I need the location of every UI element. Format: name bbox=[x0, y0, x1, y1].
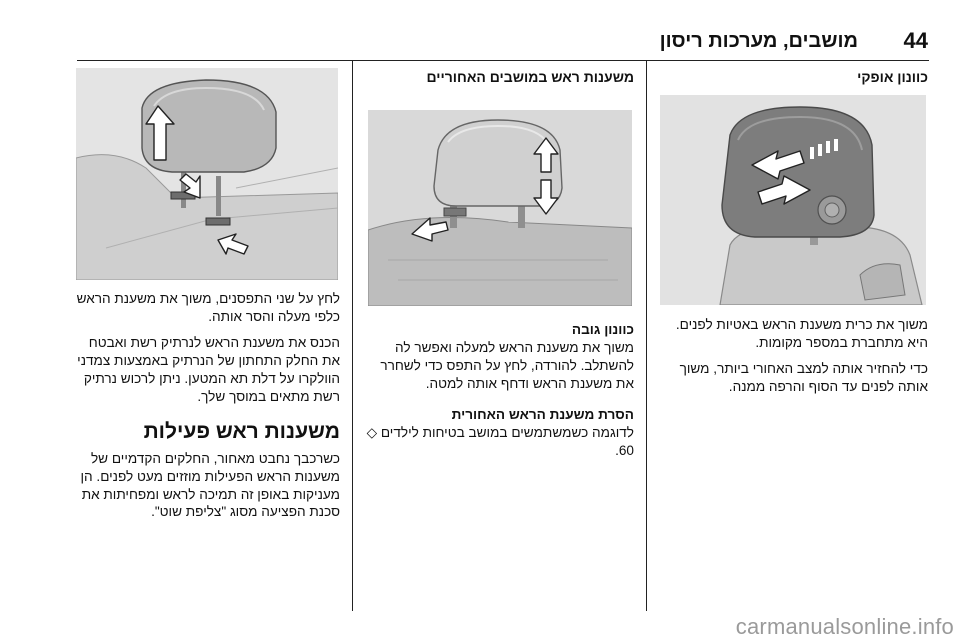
column-divider bbox=[646, 61, 647, 611]
headrest-removal-illustration bbox=[76, 68, 338, 280]
active-headrests-text: כשרכבך נחבט מאחור, החלקים הקדמיים של משענות הראש הפעילות מוזזים מעט לפנים. הן מעניקות באופן זה תמיכה לראש ומפחיתות את סכנת הפציעה מסוג "צליפת שוט". bbox=[80, 450, 340, 520]
rear-headrest-height-figure bbox=[368, 110, 632, 306]
running-title: מושבים, מערכות ריסון bbox=[659, 30, 858, 52]
headrest-removal-figure bbox=[76, 68, 338, 280]
watermark: carmanualsonline.info bbox=[735, 614, 954, 639]
removal-instruction-1: לחץ על שני התפסנים, משוך את משענת הראש כלפי מעלה והסר אותה. bbox=[76, 291, 340, 324]
headrest-horizontal-figure bbox=[660, 95, 926, 305]
horizontal-instruction-2: כדי להחזיר אותה למצב האחורי ביותר, משוך אותה לפנים עד הסוף והרפה ממנה. bbox=[679, 360, 928, 394]
active-headrests-heading: משענות ראש פעילות bbox=[143, 419, 340, 443]
page-header bbox=[640, 28, 928, 58]
rear-headrest-removal-heading: הסרת משענת הראש האחורית bbox=[451, 406, 634, 422]
page-number: 44 bbox=[903, 28, 928, 53]
horizontal-instruction-1: משוך את כרית משענת הראש באטיות לפנים. היא מתחברת במספר מקומות. bbox=[675, 317, 928, 350]
rear-headrest-removal-text: לדוגמה כשמשתמשים במושב בטיחות לילדים ◇ 60. bbox=[366, 424, 634, 458]
section-title-rear-headrests: משענות ראש במושבים האחוריים bbox=[426, 69, 634, 85]
column-right bbox=[660, 68, 928, 86]
removal-instruction-2: הכנס את משענת הראש לנרתיק רשת ואבטח את החלק התחתון של הנרתיק באמצעות צמדני הוולקרו על דלת תא המטען. ניתן לרכוש נרתיק רשת מתאים במוסך שלך. bbox=[77, 334, 340, 404]
column-middle bbox=[366, 68, 634, 86]
column-left-text bbox=[74, 290, 340, 529]
column-right-text bbox=[660, 316, 928, 404]
height-adjust-text: משוך את משענת הראש למעלה ואפשר לה להשתלב. להורדה, לחץ על התפס כדי לשחרר את משענת הראש ודחף אותה למטה. bbox=[380, 340, 634, 391]
section-title-horizontal: כוונון אופקי bbox=[857, 69, 928, 85]
header-rule bbox=[77, 60, 929, 61]
headrest-horizontal-illustration bbox=[660, 95, 926, 305]
column-middle-text bbox=[366, 322, 634, 468]
column-divider bbox=[352, 61, 353, 611]
height-adjust-heading: כוונון גובה bbox=[571, 322, 634, 337]
rear-headrest-height-illustration bbox=[368, 110, 632, 306]
